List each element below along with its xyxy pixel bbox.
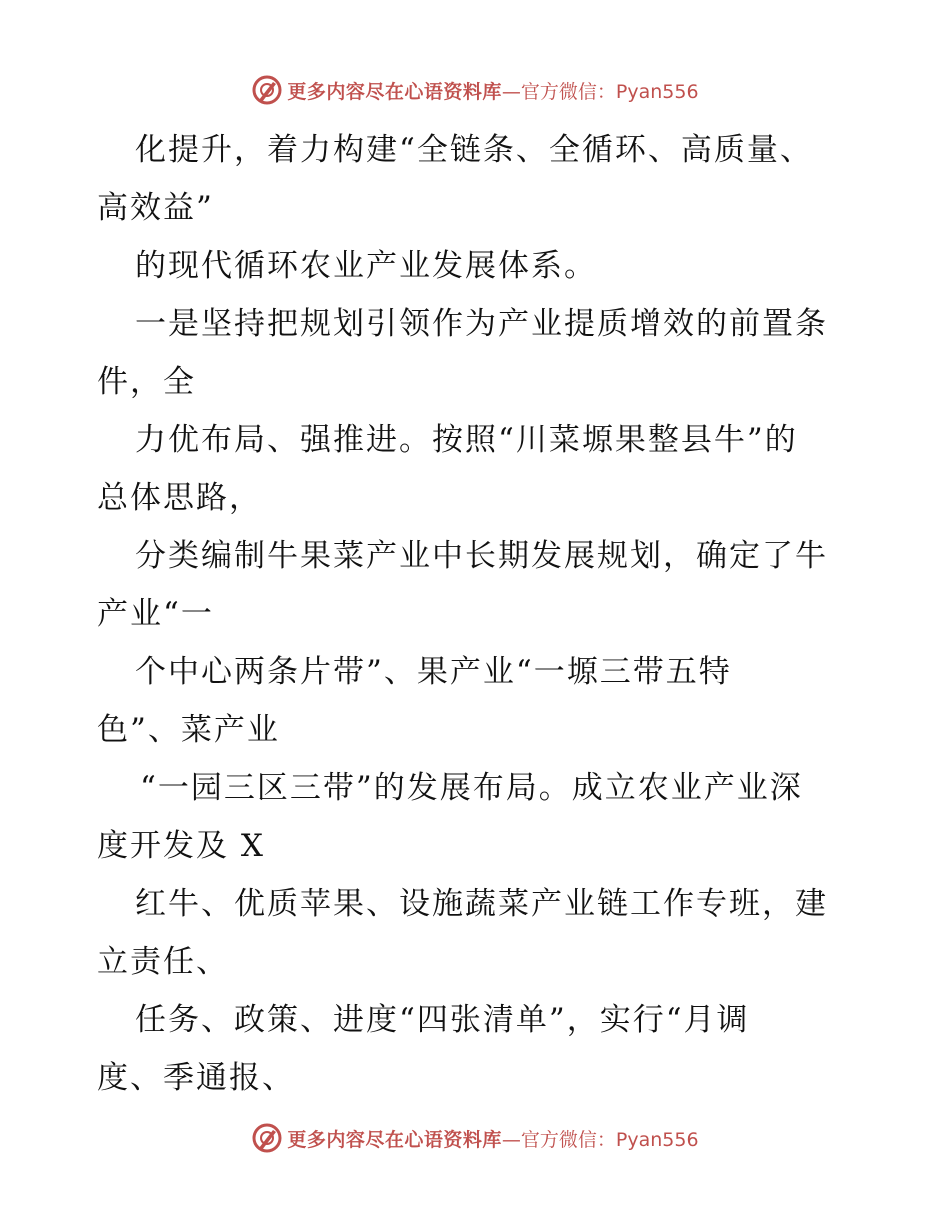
banner-contact-text: —官方微信：Pyan556: [501, 80, 699, 103]
text-line: 任务、政策、进度“四张清单”，实行“月调: [135, 1002, 750, 1038]
banner-brand-text: 更多内容尽在心语资料库: [287, 80, 502, 103]
brand-logo-icon: [251, 1122, 283, 1154]
text-line: 个中心两条片带”、果产业“一塬三带五特: [135, 654, 732, 690]
text-line: “一园三区三带”的发展布局。成立农业产业深: [140, 770, 803, 806]
text-line: 色”、菜产业: [97, 712, 280, 748]
banner-brand-text: 更多内容尽在心语资料库: [287, 1128, 502, 1151]
text-line: 化提升，着力构建“全链条、全循环、高质量、: [135, 132, 813, 168]
text-line: 一是坚持把规划引领作为产业提质增效的前置条: [135, 306, 828, 342]
text-line: 总体思路，: [97, 480, 262, 516]
banner-contact-text: —官方微信：Pyan556: [501, 1128, 699, 1151]
text-line: 红牛、优质苹果、设施蔬菜产业链工作专班，建: [135, 886, 828, 922]
text-line: 度、季通报、: [97, 1060, 295, 1096]
brand-logo-icon: [251, 74, 283, 106]
text-line: 立责任、: [97, 944, 229, 980]
text-line: 力优布局、强推进。按照“川菜塬果整县牛”的: [135, 422, 798, 458]
text-line: 分类编制牛果菜产业中长期发展规划，确定了牛: [135, 538, 828, 574]
text-line: 高效益”: [97, 190, 214, 226]
text-line: 产业“一: [97, 596, 214, 632]
text-line: 的现代循环农业产业发展体系。: [135, 248, 597, 284]
text-line: 度开发及 X: [97, 828, 265, 864]
text-line: 件，全: [97, 364, 196, 400]
footer-banner: [0, 1118, 950, 1158]
header-banner: [0, 70, 950, 110]
